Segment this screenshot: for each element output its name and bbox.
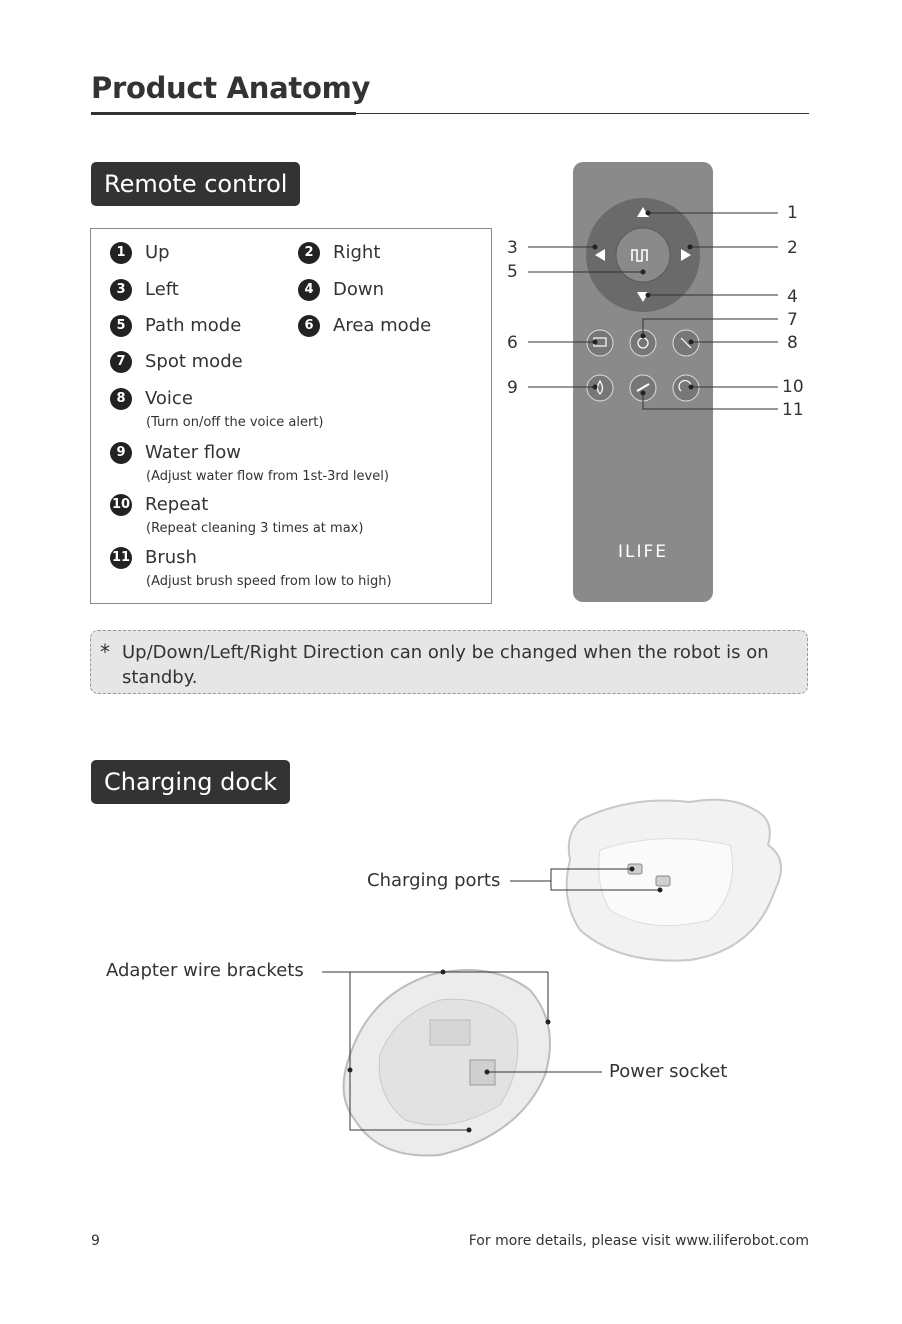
- label-charging-ports: Charging ports: [367, 870, 501, 891]
- legend-number: 2: [298, 242, 320, 264]
- section-heading-remote: Remote control: [91, 162, 300, 206]
- legend-label: Spot mode: [145, 351, 243, 372]
- legend-note-voice: (Turn on/off the voice alert): [146, 415, 324, 430]
- callout-5: 5: [507, 262, 518, 282]
- legend-label: Voice: [145, 388, 193, 409]
- callout-4: 4: [787, 287, 798, 307]
- legend-label: Left: [145, 279, 179, 300]
- remote-brand-label: ILIFE: [617, 542, 669, 562]
- legend-label: Right: [333, 242, 381, 263]
- legend-item-down: [298, 279, 384, 301]
- legend-item-left: [110, 279, 179, 301]
- legend-number: 7: [110, 351, 132, 373]
- callout-11: 11: [782, 400, 804, 420]
- legend-item-area-mode: [298, 315, 431, 337]
- legend-item-repeat: [110, 494, 208, 516]
- callout-10: 10: [782, 377, 804, 397]
- callout-9: 9: [507, 378, 518, 398]
- legend-item-water-flow: [110, 442, 241, 464]
- legend-label: Brush: [145, 547, 197, 568]
- page-number: 9: [91, 1233, 100, 1249]
- legend-item-spot-mode: [110, 351, 243, 373]
- legend-item-voice: [110, 388, 193, 410]
- title-underline: [91, 112, 356, 115]
- legend-label: Path mode: [145, 315, 242, 336]
- callout-6: 6: [507, 333, 518, 353]
- footer-website-note: For more details, please visit www.iliferobot.com: [468, 1233, 809, 1249]
- legend-item-brush: [110, 547, 197, 569]
- note-asterisk: *: [100, 640, 110, 664]
- legend-item-up: [110, 242, 170, 264]
- callout-1: 1: [787, 203, 798, 223]
- legend-label: Area mode: [333, 315, 432, 336]
- legend-number: 8: [110, 388, 132, 410]
- legend-label: Up: [145, 242, 170, 263]
- area-mode-button: [587, 330, 613, 356]
- callout-2: 2: [787, 238, 798, 258]
- legend-item-path-mode: [110, 315, 241, 337]
- dock-callout-lines: [0, 860, 902, 1140]
- legend-label: Water flow: [145, 442, 242, 463]
- section-heading-dock: Charging dock: [91, 760, 290, 804]
- legend-number: 3: [110, 279, 132, 301]
- callout-3: 3: [507, 238, 518, 258]
- page-title: Product Anatomy: [91, 71, 371, 105]
- label-power-socket: Power socket: [609, 1061, 728, 1082]
- direction-note-text: Up/Down/Left/Right Direction can only be changed when the robot is on standby.: [122, 642, 769, 688]
- legend-number: 5: [110, 315, 132, 337]
- callout-8: 8: [787, 333, 798, 353]
- legend-number: 11: [110, 547, 132, 569]
- legend-label: Repeat: [145, 494, 209, 515]
- remote-illustration: [500, 155, 820, 610]
- legend-number: 6: [298, 315, 320, 337]
- legend-number: 4: [298, 279, 320, 301]
- legend-note-brush: (Adjust brush speed from low to high): [146, 574, 392, 589]
- legend-note-repeat: (Repeat cleaning 3 times at max): [146, 521, 364, 536]
- legend-item-right: [298, 242, 380, 264]
- callout-7: 7: [787, 310, 798, 330]
- legend-note-water-flow: (Adjust water flow from 1st-3rd level): [146, 469, 389, 484]
- label-adapter-wire-brackets: Adapter wire brackets: [106, 960, 304, 981]
- legend-number: 10: [110, 494, 132, 516]
- legend-number: 1: [110, 242, 132, 264]
- legend-label: Down: [333, 279, 385, 300]
- legend-number: 9: [110, 442, 132, 464]
- water-flow-button: [587, 375, 613, 401]
- repeat-button: [673, 375, 699, 401]
